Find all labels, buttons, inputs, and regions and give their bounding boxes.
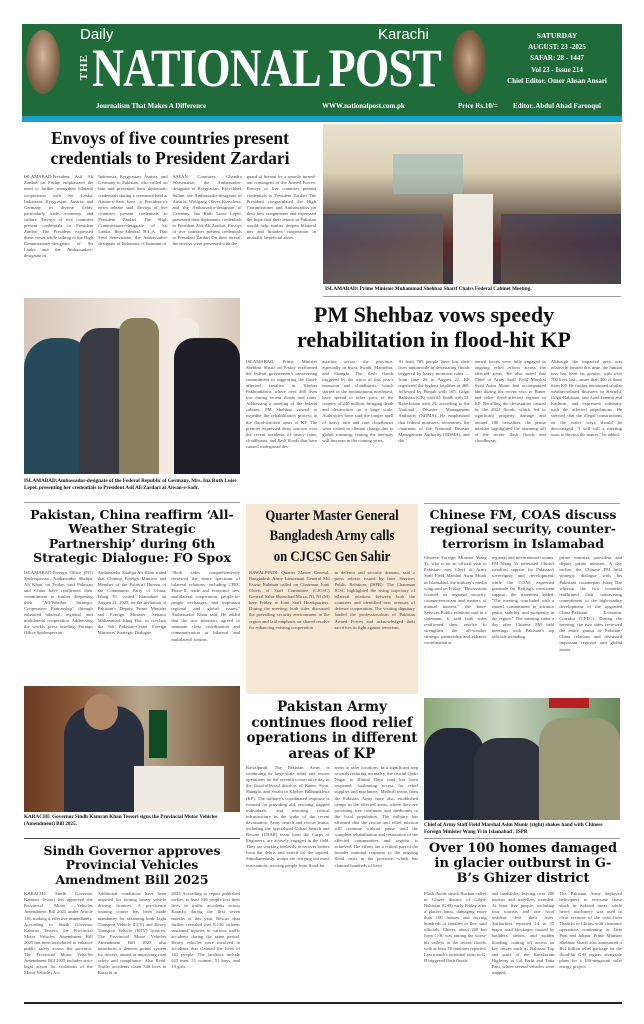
article-column: guard of honour by a smartly turned-out contingent of the Armed Forces. Envoys of five countries present credentials to President Zardari The President congratulated the High Commissioner and Ambassadors on their new assignments and expressed the hope that their tenure in Pakistan would help further deepen bilateral ties and broaden cooperation in mutually beneficial areas. [246,174,316,241]
article-column: prime minister, president and deputy prime minister. A day earlier, the Chinese FM held strategic dialogue with his Pakistani counterpart Ishaq Dar wherein the two countries reaffirmed their unwavering commitment to the high-quality development of the upgraded China-Pakistan Economic Corridor (CPEC). During the meeting, the two sides reviewed the entire gamut of Pakistan-China relations and discussed important regional and global issues. [559,555,622,652]
issue-volume: Vol 23 - Issue 214 [531,65,583,74]
article-army-relief[interactable] [246,700,418,1021]
article-column: Although the impacted area was relatively limited this time, the human loss has been far greater, with over 700 lives lost—more than 400 of them from KP. He further mentioned similar weather-related disasters in Karachi, Gilgit-Baltistan, and Azad Jammu and Kashmir, and expressed solidarity with the affected populations. He stressed that the illegal constructions on the water ways should be discouraged. "I will call a meeting soon to discuss the matter," he added. [550,358,622,437]
article-body [24,570,240,682]
article-body [24,174,316,292]
masthead-tagline: Journalism That Makes A Difference [96,102,207,110]
article-ghizer[interactable] [424,842,622,997]
article-headline[interactable]: Chinese FM, COAS discuss regional security, counter-terrorism in Islamabad [429,507,617,551]
article-column: Ambassador Shafqat Ali Khan stated that Chinese Foreign Minister and Member of the Political Bureau of the Communist Party of China, Wang Yi, visited Islamabad on August 21, 2025, on the invitation of Pakistan's Deputy Prime Minister and Foreign Minister, Senator Mohammad Ishaq Dar, to co-chair the 6th Pakistan-China Foreign Ministers' Strategic Dialogue. [97,569,167,636]
photo-credentials [24,298,240,474]
masthead-daily: Daily [80,26,114,43]
article-headline[interactable]: Sindh Governor approves Provincial Vehicles Amendment Bill 2025 [43,843,221,887]
masthead [22,24,622,116]
article-column: Rawalpindi: The Pakistan Army is continuing its large-scale relief and rescue operations for the seventh consecutive day in the flood-affected districts of Buner, Swat, Shangla, and Swabi in Khyber Pakhtunkhwa (KP). The military's coordinated response is focused on providing aid, rescuing trapped individuals, and restoring critical infrastructure in the wake of the recent devastation. Army search and rescue teams, including the specialized Urban Search and Rescue (USAR) team from the Corps of Engineers, are actively engaged in the field. They are working tirelessly to recover bodies from the debris and search for the injured. Simultaneously, troops are carrying out mass evacuations, moving people from flood-hit [246,765,330,868]
article-column: astation across the province, especially in Swat, Swabi, Mansehra, and Shangla. The flash floods triggered by the worst of this year's monsoon and cloudbursts, which started in the mountainous northwest, have spread to other parts of the country of 240 million, bringing death and destruction on a large scale. Authorities have said the longer spell of heavy rain and rare cloudbursts were rooted in climate change due to global warming, fearing the intensity will increase in the coming years. [322,358,394,443]
newspaper-title: NATIONAL POST [92,38,441,98]
article-body [246,765,418,1021]
divider [323,296,621,297]
article-headline[interactable]: Pakistan Army continues flood relief operations in different areas of KP [246,699,418,762]
issue-date: AUGUST: 23 -2025 [528,42,586,51]
masthead-strip [22,116,622,122]
article-headline[interactable]: Quarter Master General Bangladesh Army calls on CJCSC Gen Sahir [265,508,399,565]
article-sindh-governor[interactable] [24,844,240,1003]
article-column: in defence and security domain, said a press release issued by Inter Services Public Relations (ISPR). The Chairman JCSC highlighted the rising trajectory of bilateral relations between both the countries and identified new avenues of defence cooperation. The visiting dignitary lauded the professionalism of Pakistan Armed Forces and acknowledged their sacrifices in fight against terrorism. [334,569,415,630]
article-body [249,570,415,678]
divider [24,502,240,503]
masthead-price: Price Rs.10/= [458,102,498,110]
issue-day: SATURDAY [536,31,578,40]
chief-editor: Chief Editor. Omer Ahsan Ansari [507,77,607,85]
article-column: areas to safer locations. In a significant step towards restoring normalcy, the crucial Qadir Nagar to Bhittai Dara road has been reopened, facilitating access for relief supplies and machinery. Medical teams from the Pakistan Army have also established camps in the affected areas, where they are providing free treatment and medicines to the local population. The military has affirmed that the rescue and relief mission will continue without pause until the complete rehabilitation and restoration of the affected communities and regions is achieved. The efforts are a critical part of the broader national response to the ongoing flood crisis in the province, which has claimed hundreds of lives. [334,765,418,868]
divider [24,838,240,839]
article-column: Chinese Foreign Minister Wang Yi, who is on an official visit to Pakistan, met Chief of Army Staff Field Marshal Asim Munir in Islamabad, the military's media wing said on Friday. "Discussions focused on regional security, counter-terrorism and matters of mutual interest," the Inter-Services Public relations said in a statement. It said both sides reaffirmed their resolve to strengthen the all-weather strategic partnership and enhance coordination at [424,555,487,646]
article-body [424,555,622,685]
article-column: KARACHI: Sindh Governor Kamran Tessori has approved the Provincial Motor Vehicles Amendment Bill 2025 under Article 116, making it effective immediately. According to Sindh Governor Kamran Tessori, the Provincial Motor Vehicles Amendment Bill 2025 has been introduced to enhance public safety across the province. The Provincial Motor Vehicles Amendment Bill 2025 includes strict legal action for violations of the Motor Vehicles Act. [24,891,93,976]
page-bottom-rule [24,1002,622,1004]
article-column: regional and international forums. FM Wang Yi reiterated China's steadfast support for Pakistan's sovereignty and development, while the COAS expressed gratitude for Beijing's consistent support, the statement added. "The meeting concluded with a shared commitment to advance peace, stability, and prosperity in the region." The meeting came a day after Chinese FM held meetings with Pakistan's top officials including [491,555,555,640]
article-body [424,891,622,997]
photo-coas-wang-yi [424,698,620,820]
article-body [24,891,240,1003]
article-column: ASEAN Countries, Chandra Warsenanto, the Ambassador-designate of Kyrgyzstan, Kylychbek Sultan, the Ambassador-designate of Austria, Wolfgang Oliver Kutschera, and the Ambassador-designate of Germany, Ina Ruth Luise Lepel, presented their diplomatic credentials to President Asif Ali Zardari. Envoys of five countries present credentials to President Zardari On their arrival, the envoys were presented with the [172,174,242,247]
article-pak-china[interactable] [24,508,240,682]
masthead-the: THE [78,54,90,81]
article-headline[interactable]: PM Shehbaz vows speedy rehabilitation in flood-hit KP [296,302,571,353]
masthead-city: Karachi [378,26,429,43]
article-column: armed forces were fully engaged in ongoing relief efforts across the affected areas. He also noted that Chief of Army Staff Field Marshal Syed Asim Munir had accompanied him during his recent visit to Buner and other flood-affected regions in KP. Recalling the devastation caused by the 2022 floods, which led to significant property damage and around 100 casualties, the prime minister highlighted the alarming toll of the recent flash floods and cloudbursts. [474,358,546,443]
article-envoys[interactable] [24,128,316,292]
article-column: and landslides, leaving over 200 tourists and travellers stranded. At least five people, including four tourists and one local resident, lost their lives. Authorities reported 14 to 15 major road blockages caused by boulders, debris, and sudden flooding, cutting off access on key routes such as Babusar Top and parts of the Karakoram Highway at Lal Parhi and Tatta Pani, where several vehicles were trapped. [491,890,555,976]
article-column: Indonesia, Kyrgyzstan, Austria, and Germany to Pakistan, who called on him and presented their diplomatic credentials during a ceremony held at Aiwan-e-Sadr here, a Presidency's news release said. Envoys of five countries present credentials to President Zardari The High Commissioner-designate of Sri Lanka, Rear-Admiral H.L.A. Don Fred Seneviratne, the Ambassador-designate of Indonesia / Chairman of [98,174,168,247]
article-column: At least 785 people have lost their lives nationwide in devastating floods triggered by heavy monsoon rains — from June 26 to August 22. KP registered the highest fatalities at 469, followed by Punjab with 165, Gilgit Baltistan (GB) with 45, Sindh with 51, Balochistan with 24, according to the National Disaster Management Authority (NDMA). He emphasised that federal ministers, secretaries, the chairman of the National Disaster Management Authority (NDMA), and the [398,358,470,443]
article-column: Flash floods struck Roshan valley in Ghizer district of Gilgit-Baltistan (G-B) early Friday after a glacier burst, damaging more than 100 houses and forcing hundreds of families to flee, said officials. Ghizer, about 200 km from G-B, was among the worst-hit valleys in the recent floods, with at least 10 fatalities reported. Last month's torrential rains in G-B triggered flash floods [424,890,487,963]
article-column: RAWALPINDI: Quarter Master General, Bangladesh Army Lieutenant General Md Faizur Rahman called on Chairman Joint Chiefs of Staff Committee (CJCSC) General Sahir Shamshad Mirza, NI, NI (M) here Friday at Joint Staff Headquarters. During the meeting, both sides discussed the prevailing security environment in the region and laid emphasis on shared resolve for enhancing existing cooperation [249,569,330,630]
photo-cabinet-meeting [323,124,621,284]
article-headline[interactable]: Pakistan, China reaffirm ‘All-Weather Strategic Partnership’ during 6th Strategic Dialogue: FO Spox [30,507,234,566]
article-column: ISLAMABAD:President Asif Ali Zardari on Friday emphasized the need to further strengthen bilateral cooperation with Sri Lanka, Indonesia, Kyrgyzstan, Austria, and Germany in diverse fields, particularly trade, economy, and culture. Envoys of five countries present credentials to President Zardari The President expressed these views while talking to the High Commissioner-designate of Sri Lanka and the Ambassadors-designate of [24,174,94,259]
article-column: ISLAMABAD: Prime Minister Shehbaz Sharif on Friday reaffirmed the federal government's unwavering commitment to supporting the flood-affected families in Khyber Pakhtunkhwa, where over 460 lives lost during recent floods and rains. Addressing a meeting of the federal cabinet, PM Shehbaz vowed to expedite the rehabilitation process in the flood-stricken areas of KP. The premier expressed deep concern over the recent incidents of heavy rains, cloudbursts, and flash floods that have caused widespread dev- [246,358,318,449]
photo-caption: KARACHI: Governor Sindh Kamran Khan Tessori signs the Provincial Motor Vehicles (Amendment) Bill 2025. [24,814,218,827]
article-column: "Both sides comprehensively reviewed the entire spectrum of bilateral relations, including CPEC Phase-II, trade and economic ties, multilateral cooperation, people-to-people exchanges, and important regional and global issues," Ambassador Khan said. He added that the two ministers agreed to maintain close coordination and communication at bilateral and multilateral forums. [171,569,240,642]
date-block [492,30,622,88]
article-column: ISLAMABAD:Foreign Office (FO) Spokesperson, Ambassador Shafqat Ali Khan, on Friday, said Pakistan and China have reaffirmed their commitment to further deepening their "All-Weather Strategic Cooperative Partnership" through enhanced bilateral, regional, and multilateral cooperation. Addressing the weekly press briefing, Foreign Office Spokesperson [24,569,93,636]
article-headline[interactable]: Over 100 homes damaged in glacier outburst in G-B’s Ghizer district [428,841,618,886]
divider [424,503,620,504]
portrait-quaid [26,30,60,94]
article-column: The Pakistan Army deployed helicopters to evacuate those stuck in isolated areas, while heavy machinery was used to clear sections of the road from Thalichi to Chilas, with clearance operations continuing in Tatta Pani and Jalipur. Prime Minister Shehbaz Sharif also announced a Rs4 billion relief package for the flood-hit G-B region, alongside plans for a 100-megawatt solar energy project. [559,890,622,969]
article-qmg[interactable] [246,504,418,694]
photo-caption: ISLAMABAD:Ambassador-designate of the Federal Republic of Germany, Mrs. Ina Ruth Luise Lepel, presenting her credentials to President Asif Ali Zardari at Aiwan-e-Sadr. [24,478,237,491]
divider [424,838,620,839]
article-pm-shehbaz[interactable] [246,302,622,487]
article-headline[interactable]: Envoys of five countries present credentials to President Zardari [50,128,290,169]
photo-governor-signing [24,686,240,812]
article-chinese-fm[interactable] [424,508,622,685]
article-column: Additional conditions have been imposed for issuing heavy vehicle driving licences. A pre-licence training course has been made mandatory for obtaining both Light Transport Vehicle (LTV) and Heavy Transport Vehicle (HTV) licences. The Provincial Motor Vehicles Amendment Bill 2025 also introduces a demerit points system for drivers, aimed at improving road safety and compliance. Also Read: Traffic accidents claim 546 lives in Karachi in [97,891,167,976]
article-body [246,359,622,487]
photo-caption: Chief of Army Staff Field Marshal Asim Munir (right) shakes hand with Chinese Foreign Minister Wang Yi in Islamabad . ISPR [424,822,603,835]
article-column: 2025 According to report published earlier, at least 546 people lost their lives in traffic accidents across Karachi during the first seven months of this year. Rescue data further revealed that 8,136 citizens sustained injuries in various traffic accidents during the same period. Heavy vehicles were involved in accidents that claimed the lives of 165 people. The fatalities include 425 men, 51 women, 51 boys, and 19 girls. [171,891,240,970]
photo-caption: ISLAMABAD: Prime Minister Muhammad Shehbaz Sharif Chairs Federal Cabinet Meeting. [325,286,532,292]
editor: Editor..Abdul Ahad Farooqui [513,102,601,110]
masthead-website[interactable]: WWW.nationalpost.com.pk [322,102,405,110]
portrait-iqbal [452,30,486,94]
issue-hijri-date: SAFAR: 28 - 1447 [530,54,584,62]
